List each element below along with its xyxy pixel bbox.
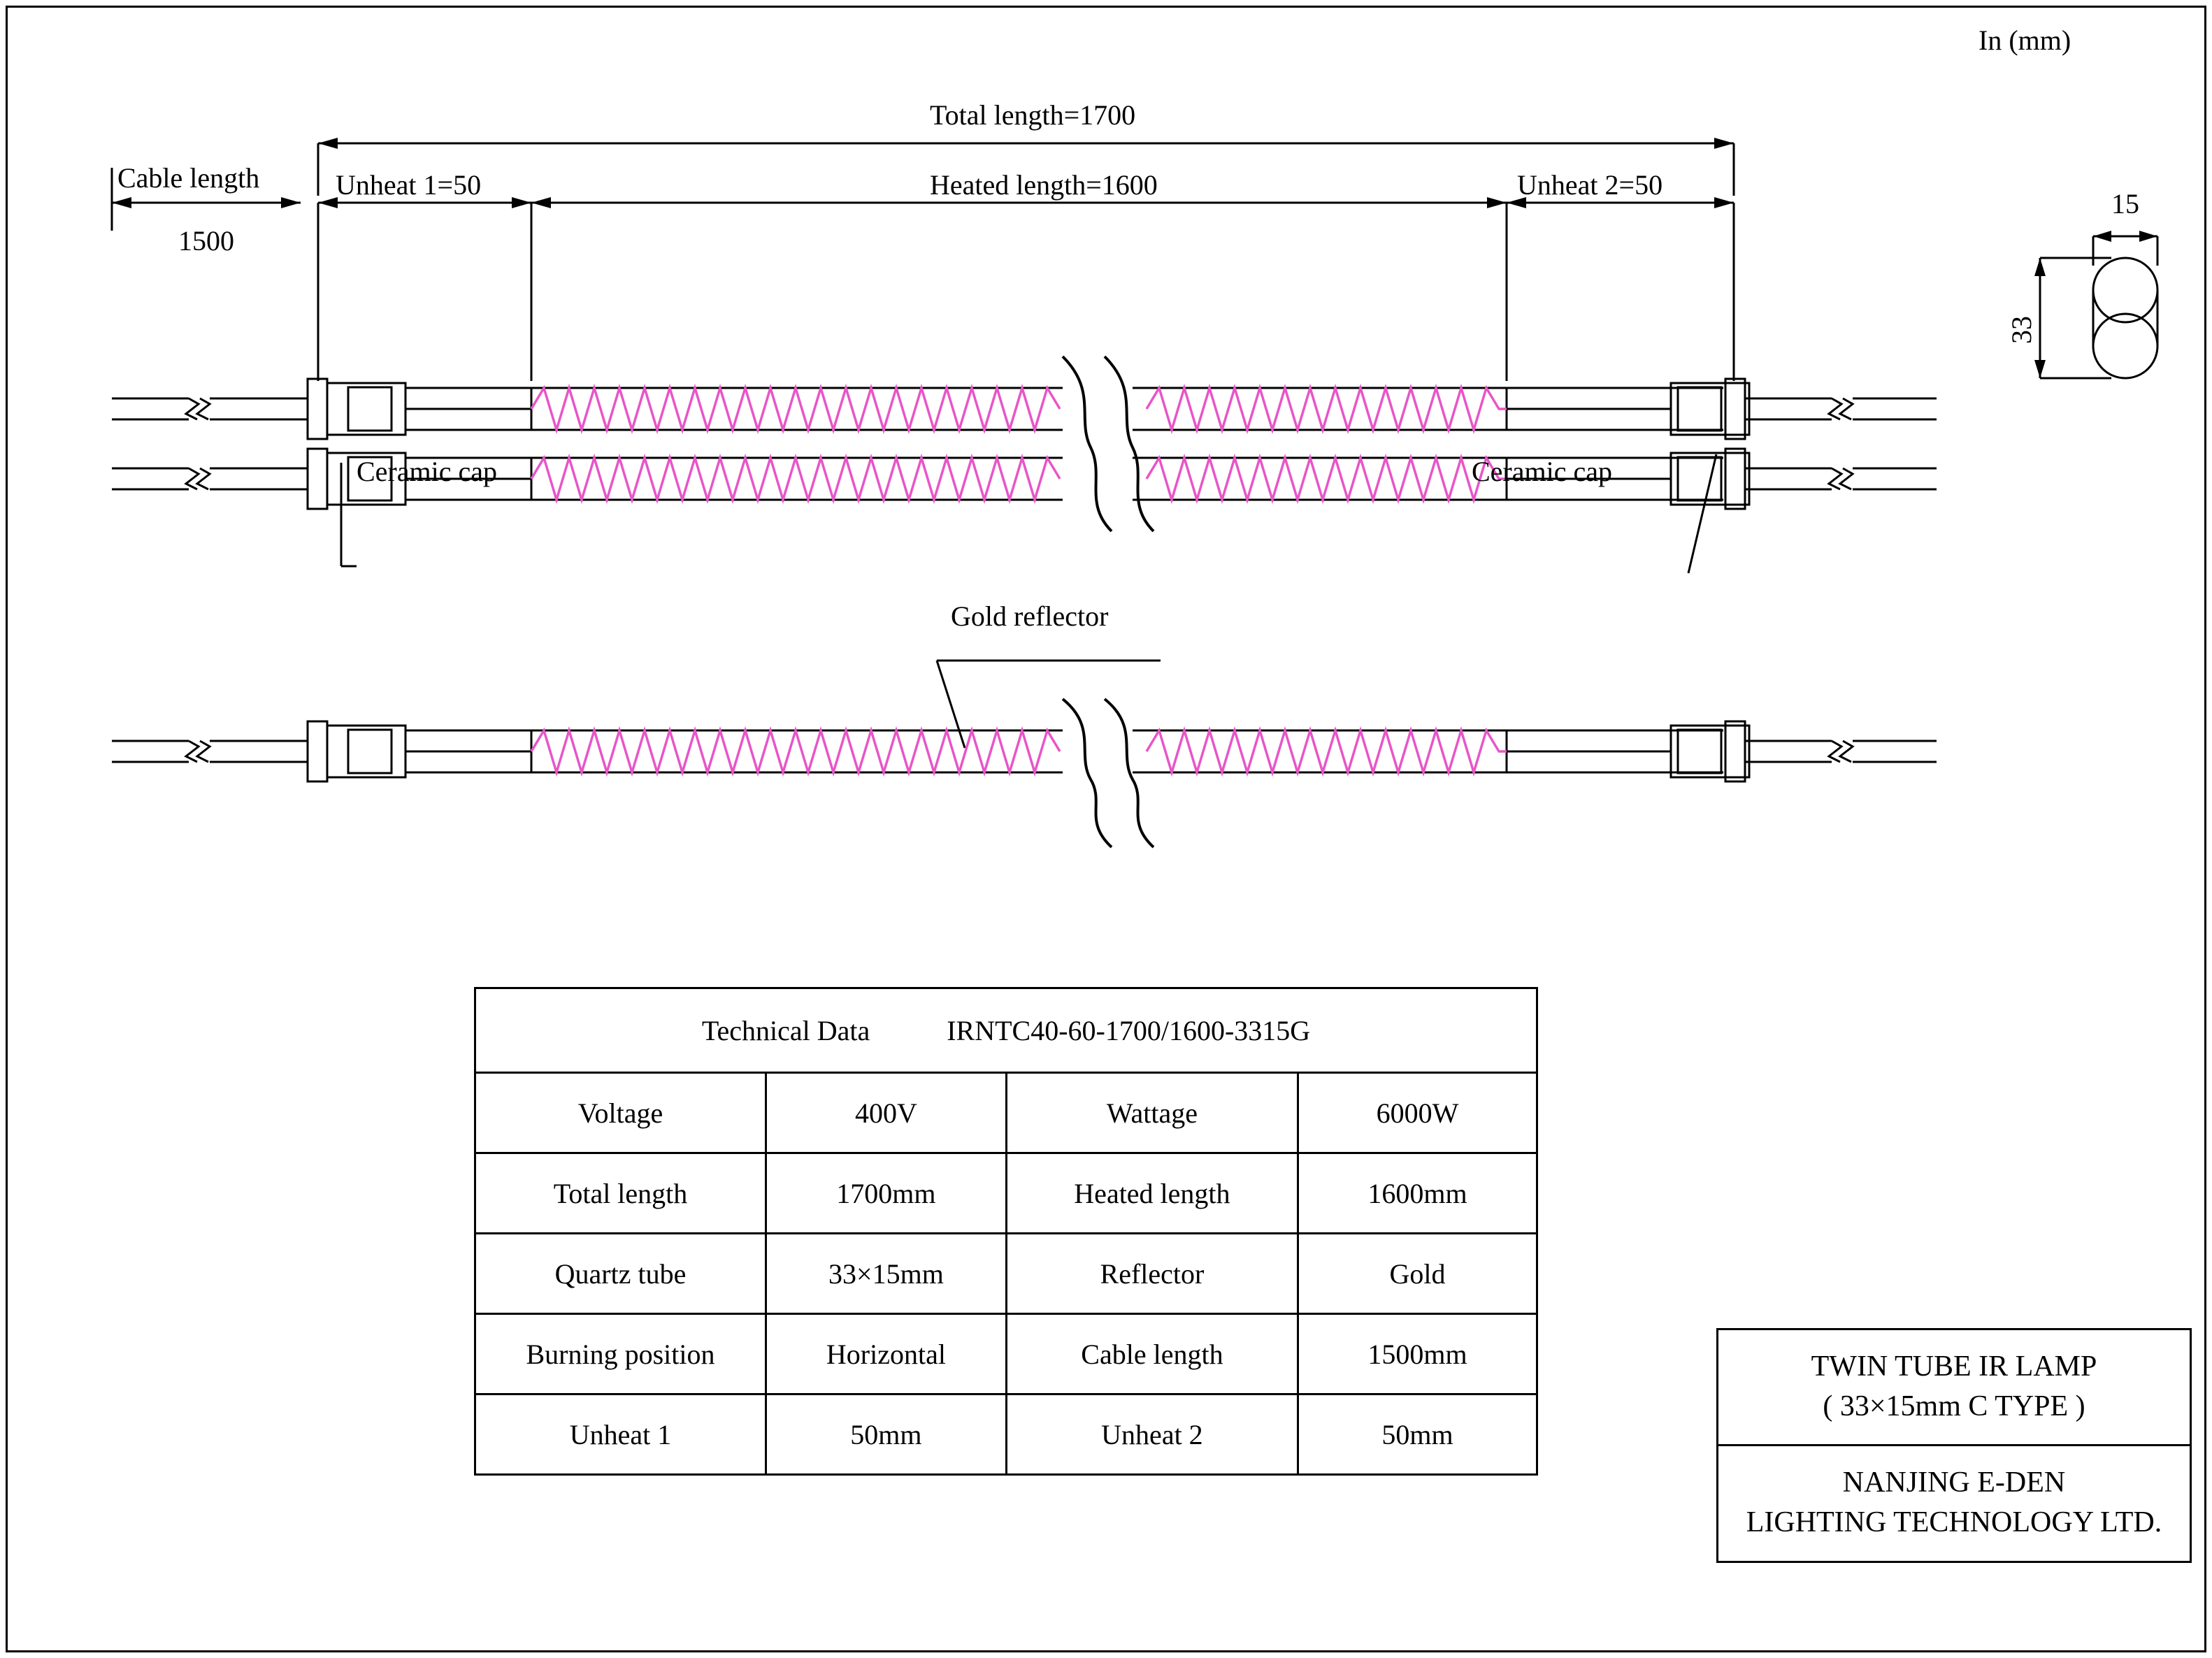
cable-length-value: 1500 <box>178 225 234 257</box>
table-row <box>475 1394 1537 1475</box>
section-width-label: 15 <box>2111 188 2139 219</box>
row-value-quartz-tube: 33×15mm <box>766 1234 1006 1314</box>
company-name-line2: LIGHTING TECHNOLOGY LTD. <box>1746 1506 2162 1539</box>
title-block <box>1716 1328 2192 1563</box>
bottom-view-drawing <box>0 622 2212 916</box>
unheat2-label: Unheat 2=50 <box>1517 169 1663 201</box>
unheat1-label: Unheat 1=50 <box>336 169 482 201</box>
tech-table-header-cell <box>475 988 1537 1073</box>
filament-bottom <box>531 730 1507 772</box>
table-row <box>475 1073 1537 1153</box>
table-row-header <box>475 988 1537 1073</box>
product-name-line2: ( 33×15mm C TYPE ) <box>1823 1390 2085 1422</box>
tech-table-title: Technical Data <box>701 1014 870 1046</box>
gold-reflector-label: Gold reflector <box>951 600 1109 632</box>
row-label-unheat1: Unheat 1 <box>475 1394 766 1475</box>
row-label-reflector: Reflector <box>1006 1234 1298 1314</box>
product-name-line1: TWIN TUBE IR LAMP <box>1811 1350 2097 1383</box>
row-label-wattage: Wattage <box>1006 1073 1298 1153</box>
row-value-voltage: 400V <box>766 1073 1006 1153</box>
table-row <box>475 1234 1537 1314</box>
cable-length-label: Cable length <box>117 162 260 194</box>
row-label-voltage: Voltage <box>475 1073 766 1153</box>
filament-lower <box>531 458 1507 500</box>
row-value-unheat1: 50mm <box>766 1394 1006 1475</box>
row-value-unheat2: 50mm <box>1298 1394 1537 1475</box>
tech-table-model: IRNTC40-60-1700/1600-3315G <box>947 1014 1311 1046</box>
row-label-total-length: Total length <box>475 1153 766 1234</box>
technical-data-table <box>474 987 1538 1476</box>
row-value-heated-length: 1600mm <box>1298 1153 1537 1234</box>
row-label-quartz-tube: Quartz tube <box>475 1234 766 1314</box>
section-height-label: 33 <box>2006 316 2037 344</box>
ceramic-cap-left-label: Ceramic cap <box>357 456 497 487</box>
cross-section-drawing <box>1951 161 2212 454</box>
row-value-cable-length: 1500mm <box>1298 1314 1537 1394</box>
table-row <box>475 1314 1537 1394</box>
title-block-company <box>1718 1446 2190 1560</box>
row-label-heated-length: Heated length <box>1006 1153 1298 1234</box>
row-value-total-length: 1700mm <box>766 1153 1006 1234</box>
row-value-reflector: Gold <box>1298 1234 1537 1314</box>
row-label-cable-length: Cable length <box>1006 1314 1298 1394</box>
units-note: In (mm) <box>1978 24 2071 56</box>
row-value-wattage: 6000W <box>1298 1073 1537 1153</box>
title-block-product <box>1718 1330 2190 1446</box>
ceramic-cap-right-label: Ceramic cap <box>1472 456 1612 487</box>
row-label-unheat2: Unheat 2 <box>1006 1394 1298 1475</box>
heated-length-label: Heated length=1600 <box>930 169 1158 201</box>
total-length-label: Total length=1700 <box>930 99 1136 131</box>
table-row <box>475 1153 1537 1234</box>
row-label-burning-position: Burning position <box>475 1314 766 1394</box>
row-value-burning-position: Horizontal <box>766 1314 1006 1394</box>
filament-upper <box>531 388 1507 430</box>
company-name-line1: NANJING E-DEN <box>1842 1466 2066 1499</box>
